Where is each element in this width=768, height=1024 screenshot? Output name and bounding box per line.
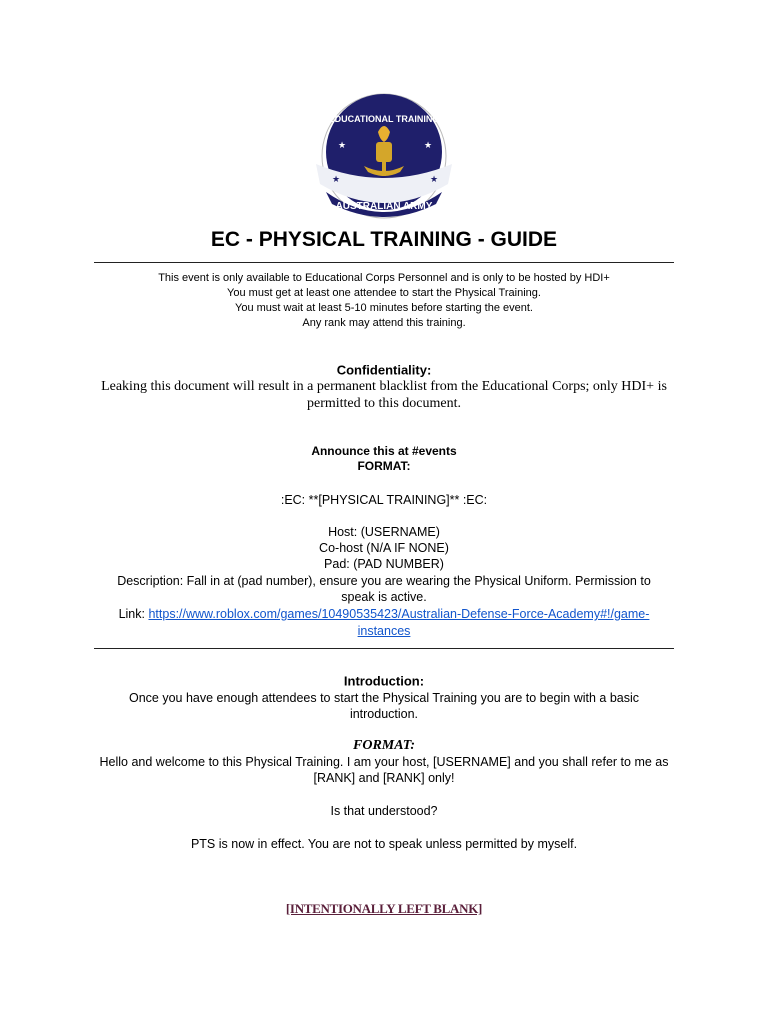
announce-pad: Pad: (PAD NUMBER) [324, 557, 444, 571]
svg-text:AUSTRALIAN ARMY: AUSTRALIAN ARMY [335, 201, 433, 212]
introduction-heading: Introduction: [343, 673, 425, 689]
svg-text:★: ★ [430, 174, 439, 184]
announce-description: speak is active. [341, 590, 427, 604]
svg-text:★: ★ [338, 140, 347, 150]
page-title: EC - PHYSICAL TRAINING - GUIDE [210, 228, 558, 251]
intro-line: You must get at least one attendee to start the Physical Training. [227, 287, 541, 299]
intentionally-blank-notice: [INTENTIONALLY LEFT BLANK] [285, 901, 483, 916]
confidentiality-heading: Confidentiality: [336, 362, 432, 378]
announce-link-line [94, 607, 674, 621]
divider [94, 648, 674, 649]
confidentiality-text: Leaking this document will result in a permanent blacklist from the Educational Corps; only HDI+ is [101, 379, 667, 394]
script-line: Hello and welcome to this Physical Training. I am your host, [USERNAME] and you shall refer to me as [99, 755, 669, 769]
announce-host: Host: (USERNAME) [328, 525, 440, 539]
divider [94, 262, 674, 263]
script-line: [RANK] and [RANK] only! [313, 771, 455, 785]
script-question: Is that understood? [330, 804, 438, 818]
format-label: FORMAT: [357, 459, 411, 473]
svg-text:EDUCATIONAL TRAINING: EDUCATIONAL TRAINING [328, 114, 440, 124]
svg-text:★: ★ [332, 174, 341, 184]
intro-line: Any rank may attend this training. [302, 317, 466, 329]
introduction-text: introduction. [349, 707, 419, 721]
educational-training-logo [308, 92, 460, 220]
link-label: Link: [118, 607, 149, 621]
game-link[interactable]: https://www.roblox.com/games/10490535423/Australian-Defense-Force-Academy#!/game- [148, 607, 650, 621]
announce-link-line [94, 624, 674, 638]
svg-text:★: ★ [424, 140, 433, 150]
announce-cohost: Co-host (N/A IF NONE) [319, 541, 449, 555]
game-link-continued[interactable]: instances [357, 624, 411, 638]
format-label: FORMAT: [353, 738, 415, 753]
confidentiality-text: permitted to this document. [307, 396, 461, 411]
announce-description: Description: Fall in at (pad number), ensure you are wearing the Physical Uniform. Permission to [117, 574, 651, 588]
intro-line: You must wait at least 5-10 minutes before starting the event. [235, 302, 533, 314]
intro-line: This event is only available to Educational Corps Personnel and is only to be hosted by HDI+ [158, 272, 610, 284]
announce-heading: Announce this at #events [311, 444, 457, 458]
introduction-text: Once you have enough attendees to start the Physical Training you are to begin with a basic [128, 691, 640, 705]
script-pts: PTS is now in effect. You are not to speak unless permitted by myself. [190, 837, 578, 851]
announce-header-line: :EC: **[PHYSICAL TRAINING]** :EC: [280, 493, 488, 507]
